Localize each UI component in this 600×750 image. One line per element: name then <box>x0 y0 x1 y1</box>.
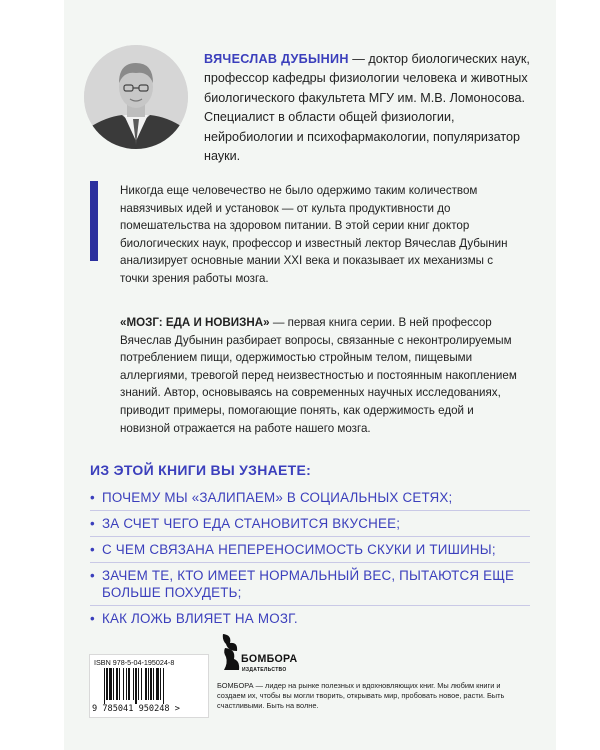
barcode-bar <box>163 668 164 704</box>
barcode-bar <box>156 668 159 700</box>
barcode-bar <box>128 668 130 700</box>
bullet: • <box>90 490 95 505</box>
barcode-bar <box>123 668 124 700</box>
barcode-bar <box>153 668 154 700</box>
list-item-text: С ЧЕМ СВЯЗАНА НЕПЕРЕНОСИМОСТЬ СКУКИ И ТИШИНЫ; <box>102 542 496 557</box>
list-item <box>90 563 530 606</box>
barcode-bar <box>141 668 142 700</box>
description-paragraph <box>120 314 520 437</box>
accent-bar <box>90 181 98 261</box>
barcode-bar <box>135 668 137 704</box>
description-text: — первая книга серии. В ней профессор Вячеслав Дубынин разбирает вопросы, связанные с неконтролируемым потреблением пищи, одержимостью стройным телом, пищевыми аллергиями, тревогой перед неизвестностью и постоянным накоплением знаний. Автор, основываясь на современных научных исследованиях, приводит примеры, помогающие понять, как одержимость едой и новизной отражается на работе нашего мозга. <box>120 316 517 435</box>
barcode-bar <box>138 668 139 700</box>
author-bio <box>204 50 534 166</box>
bullet: • <box>90 542 95 557</box>
author-name: ВЯЧЕСЛАВ ДУБЫНИН <box>204 52 349 66</box>
author-photo <box>84 45 188 149</box>
book-title: «МОЗГ: ЕДА И НОВИЗНА» <box>120 316 270 329</box>
barcode-bar <box>104 668 105 704</box>
bullet: • <box>90 568 95 583</box>
learn-heading: ИЗ ЭТОЙ КНИГИ ВЫ УЗНАЕТЕ: <box>90 462 312 478</box>
list-item <box>90 511 530 537</box>
barcode-bar <box>148 668 149 700</box>
barcode-bar <box>126 668 127 700</box>
list-item <box>90 606 530 631</box>
barcode-bar <box>150 668 152 700</box>
barcode-bar <box>116 668 118 700</box>
barcode <box>102 668 198 704</box>
list-item <box>90 485 530 511</box>
author-bio-text: — доктор биологических наук, профессор кафедры физиологии человека и животных биологического факультета МГУ им. М.В. Ломоносова. Специалист в области общей физиологии, нейробиологии и психофармакологии, популяризатор науки. <box>204 52 530 164</box>
isbn-label: ISBN 978-5-04-195024-8 <box>94 658 175 667</box>
bullet: • <box>90 516 95 531</box>
barcode-digits: 9 785041 950248 > <box>92 704 180 714</box>
list-item <box>90 537 530 563</box>
barcode-bar <box>160 668 161 700</box>
bullet: • <box>90 611 95 626</box>
intro-paragraph: Никогда еще человечество не было одержимо таким количеством навязчивых идей и установок — от культа продуктивности до помешательства на здоровом питании. В этой серии книг доктор биологических наук, профессор и известный лектор Вячеслав Дубынин анализирует основные мании XXI века и показывает их механизмы с точки зрения работы мозга. <box>120 184 508 285</box>
list-item-text: ЗАЧЕМ ТЕ, КТО ИМЕЕТ НОРМАЛЬНЫЙ ВЕС, ПЫТАЮТСЯ ЕЩЕ БОЛЬШЕ ПОХУДЕТЬ; <box>102 568 515 600</box>
barcode-bar <box>119 668 120 700</box>
barcode-bar <box>109 668 112 700</box>
list-item-text: ЗА СЧЕТ ЧЕГО ЕДА СТАНОВИТСЯ ВКУСНЕЕ; <box>102 516 401 531</box>
list-item-text: ПОЧЕМУ МЫ «ЗАЛИПАЕМ» В СОЦИАЛЬНЫХ СЕТЯХ; <box>102 490 453 505</box>
barcode-bar <box>113 668 114 700</box>
barcode-bar <box>133 668 134 700</box>
barcode-bar <box>145 668 147 700</box>
barcode-block <box>89 654 209 718</box>
list-item-text: КАК ЛОЖЬ ВЛИЯЕТ НА МОЗГ. <box>102 611 298 626</box>
publisher-name: БОМБОРА <box>241 653 298 665</box>
publisher-blurb: БОМБОРА — лидер на рынке полезных и вдохновляющих книг. Мы любим книги и создаем их, чтобы вы могли творить, открывать мир, пробовать новое, расти. Быть счастливыми. Быть на волне. <box>217 681 505 710</box>
barcode-bar <box>106 668 108 700</box>
learn-list <box>90 485 530 631</box>
bombora-logo-icon <box>220 632 242 674</box>
publisher-subtitle: ИЗДАТЕЛЬСТВО <box>242 667 287 673</box>
